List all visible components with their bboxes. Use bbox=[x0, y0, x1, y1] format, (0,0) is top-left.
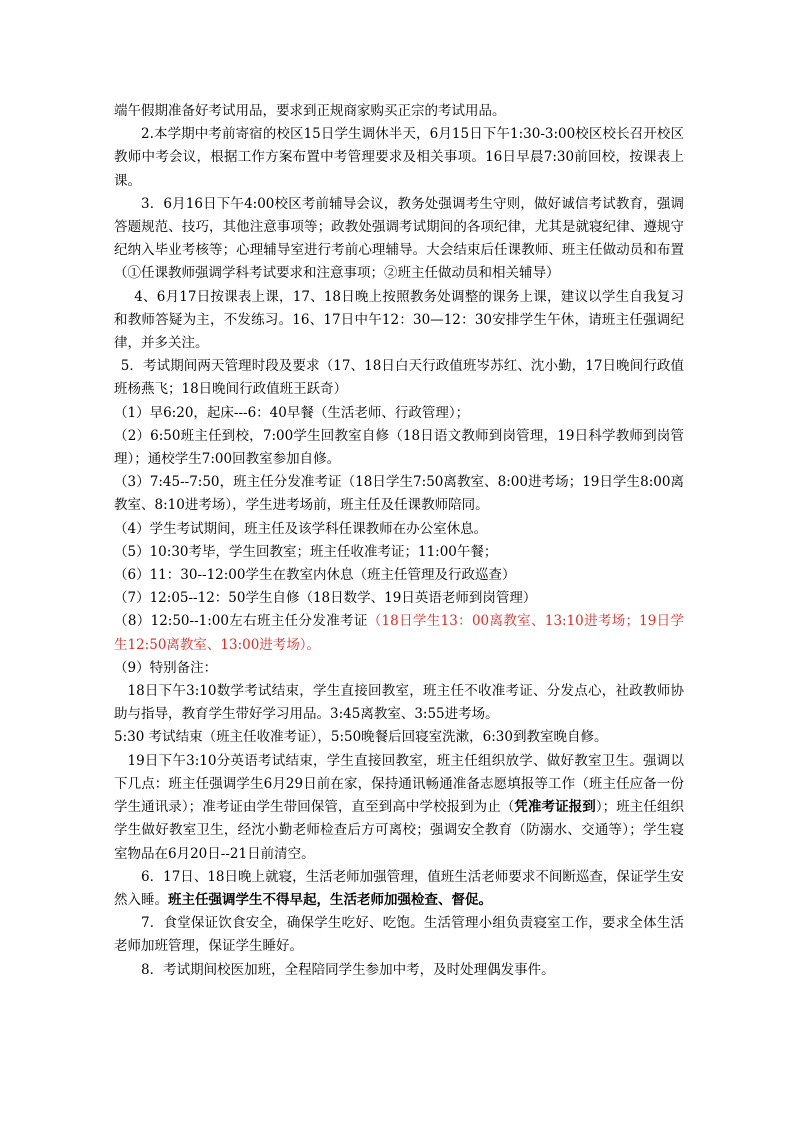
schedule-item-4: （4）学生考试期间，班主任及该学科任课教师在办公室休息。 bbox=[114, 520, 488, 537]
paragraph-item-2: 2.本学期中考前寄宿的校区15日学生调休半天，6月15日下午1:30-3:00校区校长召开校区教师中考会议，根据工作方案布置中考管理要求及相关事项。16日早晨7:30前回校，按课表上课。 bbox=[114, 126, 684, 189]
note-math-exam: 18日下午3:10数学考试结束，学生直接回教室，班主任不收准考证、分发点心，社政教师协助与指导，教育学生带好学习用品。3:45离教室、3:55进考场。 bbox=[114, 683, 684, 723]
note-evening: 5:30 考试结束（班主任收准考证），5:50晚餐后回寝室洗漱，6:30到教室晚自修。 bbox=[114, 729, 608, 746]
note-english-exam-bold: 凭准考证报到 bbox=[514, 799, 596, 816]
paragraph-exam-supplies: 端午假期准备好考试用品，要求到正规商家购买正宗的考试用品。 bbox=[114, 103, 506, 119]
schedule-item-1: （1）早6:20，起床---6：40早餐（生活老师、行政管理）； bbox=[114, 404, 470, 421]
paragraph-item-7: 7．食堂保证饮食安全，确保学生吃好、吃饱。生活管理小组负责寝室工作，要求全体生活老师加班管理，保证学生睡好。 bbox=[114, 915, 684, 955]
schedule-item-8 bbox=[114, 610, 684, 656]
paragraph-item-6-text: 6．17日、18日晚上就寝，生活老师加强管理，值班生活老师要求不间断巡查，保证学生安然入睡。 bbox=[114, 868, 684, 908]
paragraph-item-5: 5．考试期间两天管理时段及要求（17、18日白天行政值班岑苏红、沈小勤，17日晚间行政值班杨燕飞；18日晚间行政值班王跃奇） bbox=[114, 358, 684, 398]
paragraph-item-6-bold: 班主任强调学生不得早起，生活老师加强检查、督促。 bbox=[168, 891, 492, 908]
schedule-item-7: （7）12:05--12：50学生自修（18日数学、19日英语老师到岗管理） bbox=[114, 590, 537, 607]
paragraph-item-8: 8．考试期间校医加班，全程陪同学生参加中考，及时处理偶发事件。 bbox=[141, 961, 555, 978]
note-english-exam-text: 19日下午3:10分英语考试结束，学生直接回教室，班主任组织放学、做好教室卫生。强调以下几点：班主任强调学生6月29日前在家，保持通讯畅通准备志愿填报等工作（班主任应备一份学生通讯录）；准考证由学生带回保管，直至到高中学校报到为止（ bbox=[114, 752, 684, 816]
paragraph-item-4: 4、6月17日按课表上课，17、18日晚上按照教务处调整的课务上课，建议以学生自我复习和教师答疑为主，不发练习。16、17日中午12：30—12：30安排学生午休，请班主任强调纪律，并多关注。 bbox=[114, 288, 684, 352]
schedule-item-2: （2）6:50班主任到校，7:00学生回教室自修（18日语文教师到岗管理，19日科学教师到岗管理）；通校学生7:00回教室参加自修。 bbox=[114, 427, 684, 468]
schedule-item-3: （3）7:45--7:50，班主任分发准考证（18日学生7:50离教室、8:00进考场；19日学生8:00离教室、8:10进考场），学生进考场前，班主任及任课教师陪同。 bbox=[114, 474, 684, 514]
schedule-item-8-highlight: （18日学生13：00离教室、13:10进考场；19日学生12:50离教室、13:00进考场）。 bbox=[114, 613, 684, 653]
paragraph-item-6 bbox=[114, 866, 684, 912]
note-english-exam-rest: ）；班主任组织学生做好教室卫生，经沈小勤老师检查后方可离校；强调安全教育（防溺水、交通等）；学生寝室物品在6月20日--21日前清空。 bbox=[114, 799, 685, 862]
schedule-item-9: （9）特别备注： bbox=[114, 659, 218, 676]
document-body bbox=[114, 100, 684, 982]
note-english-exam bbox=[114, 750, 684, 866]
paragraph-item-3: 3．6月16日下午4:00校区考前辅导会议，教务处强调考生守则，做好诚信考试教育，强调答题规范、技巧，其他注意事项等；政教处强调考试期间的各项纪律，尤其是就寝纪律、遵规守纪纳入毕业考核等；心理辅导室进行考前心理辅导。大会结束后任课教师、班主任做动员和布置（①任课教师强调学科考试要求和注意事项；②班主任做动员和相关辅导） bbox=[114, 195, 684, 282]
schedule-item-5: （5）10:30考毕，学生回教室；班主任收准考证；11:00午餐； bbox=[114, 543, 498, 560]
schedule-item-8-text: （8）12:50--1:00左右班主任分发准考证 bbox=[114, 613, 368, 630]
schedule-item-6: （6）11：30--12:00学生在教室内休息（班主任管理及行政巡查） bbox=[114, 567, 516, 584]
